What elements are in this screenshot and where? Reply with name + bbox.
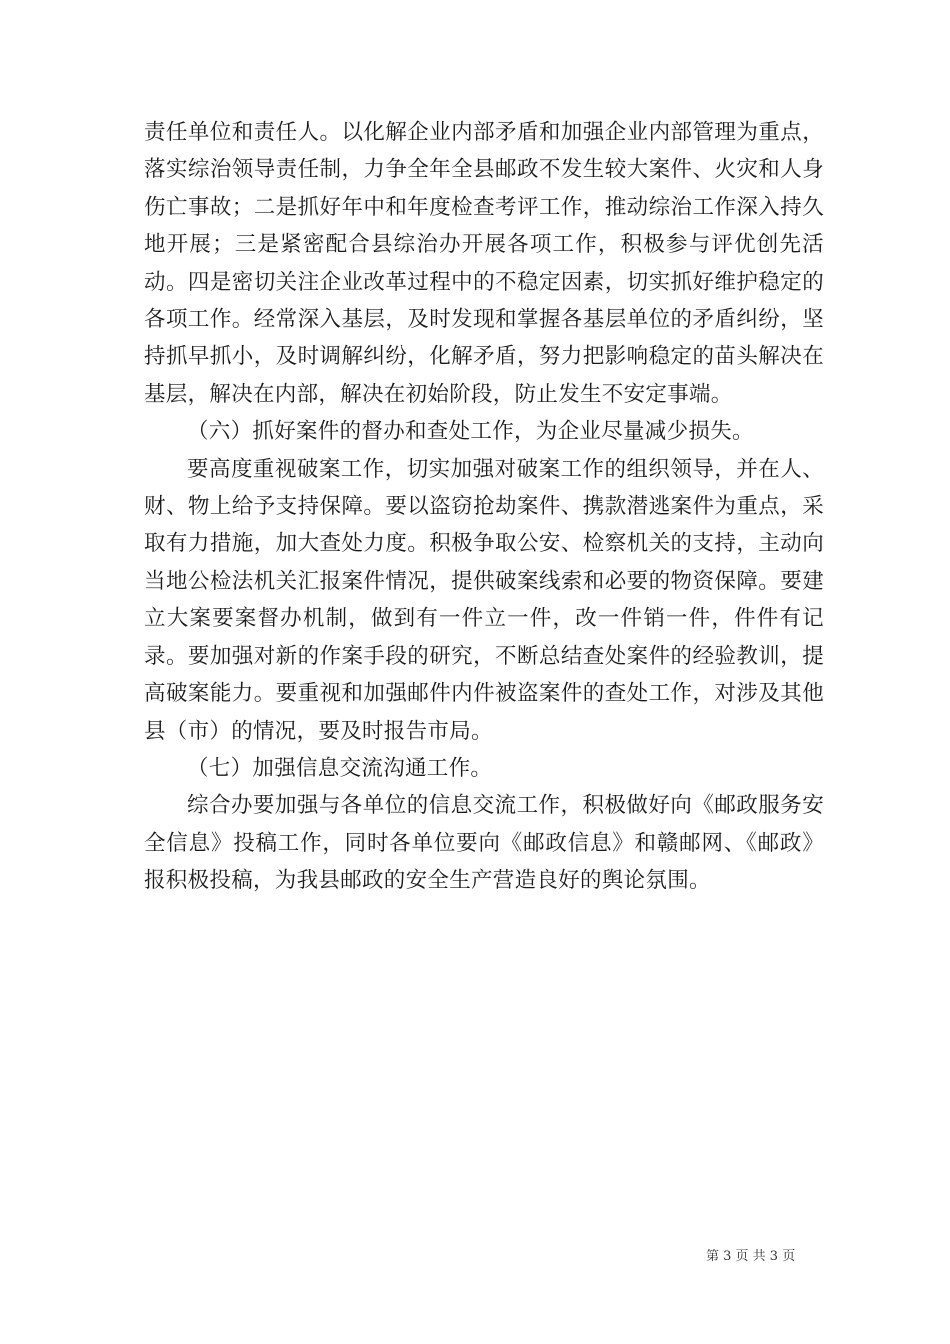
paragraph-responsibility: 责任单位和责任人。以化解企业内部矛盾和加强企业内部管理为重点，落实综治领导责任制，力争全年全县邮政不发生较大案件、火灾和人身伤亡事故；二是抓好年中和年度检查考评工作，推动综治工作深入持久地开展；三是紧密配合县综治办开展各项工作，积极参与评优创先活动。四是密切关注企业改革过程中的不稳定因素，切实抓好维护稳定的各项工作。经常深入基层，及时发现和掌握各基层单位的矛盾纠纷，坚持抓早抓小，及时调解纠纷，化解矛盾，努力把影响稳定的苗头解决在基层，解决在内部，解决在初始阶段，防止发生不安定事端。 (144, 120, 824, 407)
document-body (144, 114, 824, 900)
paragraph-information-exchange: 综合办要加强与各单位的信息交流工作，积极做好向《邮政服务安全信息》投稿工作，同时各单位要向《邮政信息》和赣邮网、《邮政》报积极投稿，为我县邮政的安全生产营造良好的舆论氛围。 (144, 793, 824, 894)
heading-section-seven: （七）加强信息交流沟通工作。 (187, 755, 493, 781)
paragraph-case-handling: 要高度重视破案工作，切实加强对破案工作的组织领导，并在人、财、物上给予支持保障。要以盗窃抢劫案件、携款潜逃案件为重点，采取有力措施，加大查处力度。积极争取公安、检察机关的支持，主动向当地公检法机关汇报案件情况，提供破案线索和必要的物资保障。要建立大案要案督办机制，做到有一件立一件，改一件销一件，件件有记录。要加强对新的作案手段的研究，不断总结查处案件的经验教训，提高破案能力。要重视和加强邮件内件被盗案件的查处工作，对涉及其他县（市）的情况，要及时报告市局。 (144, 456, 824, 744)
heading-section-six: （六）抓好案件的督办和查处工作，为企业尽量减少损失。 (187, 419, 754, 445)
page-number-footer: 第 3 页 共 3 页 (706, 1249, 796, 1264)
